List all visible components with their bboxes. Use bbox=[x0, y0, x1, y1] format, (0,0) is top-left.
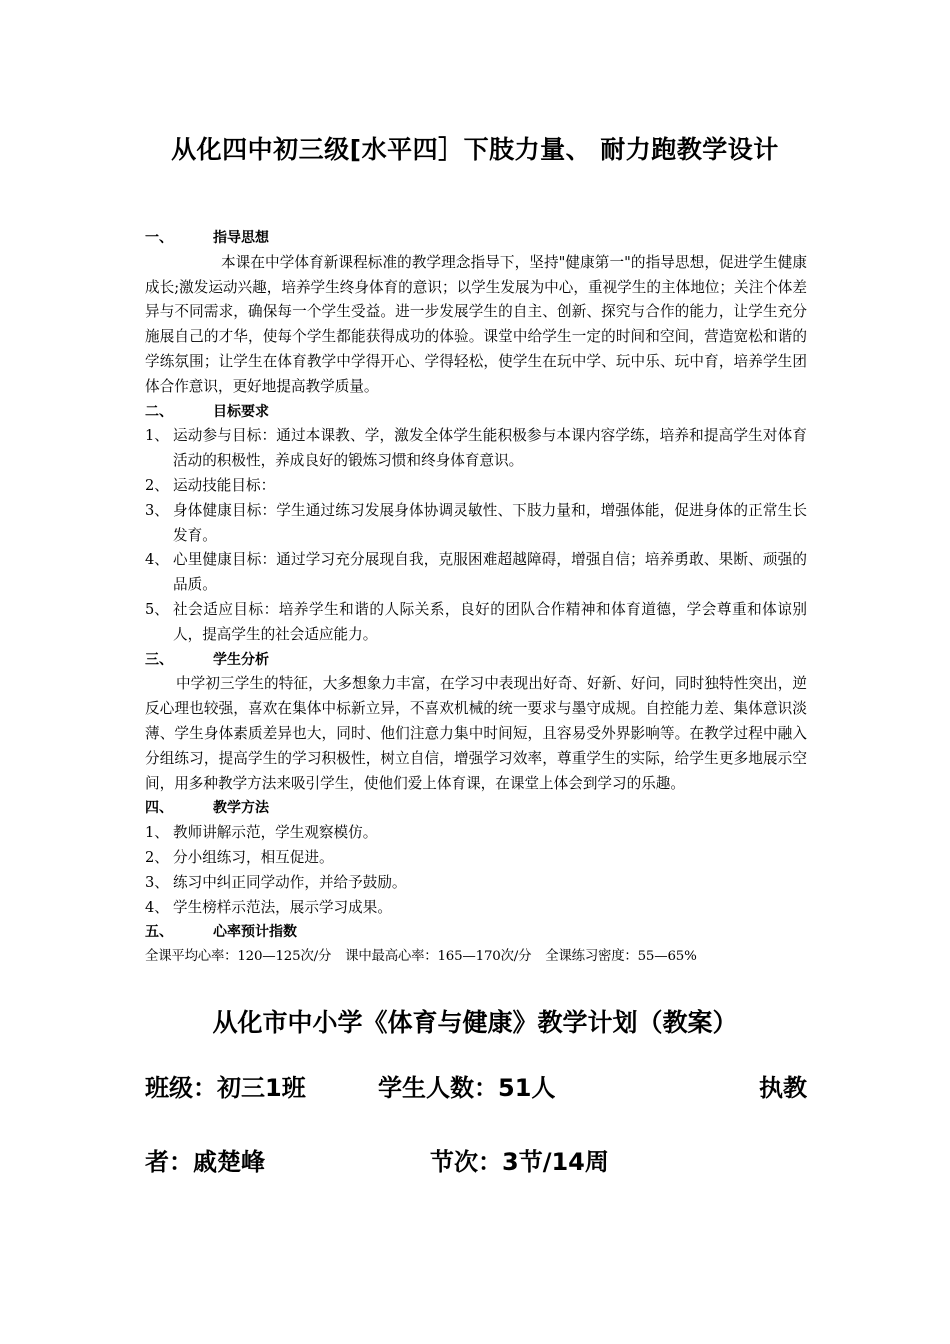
item-number: 1、 bbox=[145, 824, 169, 842]
page-title: 从化四中初三级[水平四］下肢力量、 耐力跑教学设计 bbox=[171, 135, 779, 164]
goal-item bbox=[145, 499, 807, 549]
item-text: 运动参与目标：通过本课教、学，激发全体学生能积极参与本课内容学练，培养和提高学生对体育活动的积极性，养成良好的锻炼习惯和终身体育意识。 bbox=[173, 427, 807, 470]
method-item bbox=[145, 846, 807, 871]
method-item bbox=[145, 871, 807, 896]
document-body bbox=[145, 226, 807, 970]
item-number: 5、 bbox=[145, 600, 169, 618]
item-text: 社会适应目标：培养学生和谐的人际关系，良好的团队合作精神和体育道德，学会尊重和体谅别人，提高学生的社会适应能力。 bbox=[173, 600, 807, 643]
student-count: 学生人数：51人 bbox=[378, 1074, 556, 1102]
section-number: 三、 bbox=[145, 651, 173, 668]
section-title: 学生分析 bbox=[213, 651, 269, 668]
item-text: 教师讲解示范，学生观察模仿。 bbox=[173, 824, 378, 842]
section-title: 教学方法 bbox=[213, 800, 269, 817]
item-number: 3、 bbox=[145, 873, 169, 891]
method-item bbox=[145, 821, 807, 846]
section-heading-teaching-methods bbox=[145, 796, 807, 821]
item-text: 运动技能目标： bbox=[173, 476, 276, 494]
method-item bbox=[145, 896, 807, 921]
lesson-schedule: 节次：3节/14周 bbox=[430, 1148, 609, 1176]
goal-item bbox=[145, 598, 807, 648]
class-label: 班级：初三1班 bbox=[145, 1074, 306, 1102]
item-number: 2、 bbox=[145, 476, 169, 494]
heart-rate-line bbox=[145, 945, 807, 970]
item-number: 1、 bbox=[145, 427, 169, 445]
item-number: 3、 bbox=[145, 501, 169, 519]
section-heading-goals bbox=[145, 400, 807, 425]
teacher-name: 者：戚楚峰 bbox=[145, 1148, 265, 1176]
lesson-plan-title: 从化市中小学《体育与健康》教学计划（教案） bbox=[212, 1008, 738, 1037]
item-text: 身体健康目标：学生通过练习发展身体协调灵敏性、下肢力量和，增强体能，促进身体的正常生长发育。 bbox=[173, 501, 807, 544]
item-text: 分小组练习，相互促进。 bbox=[173, 848, 334, 866]
max-heart-rate: 课中最高心率：165—170次/分 bbox=[345, 949, 532, 965]
section-title: 心率预计指数 bbox=[213, 924, 297, 941]
item-text: 学生榜样示范法，展示学习成果。 bbox=[173, 898, 392, 916]
item-text: 练习中纠正同学动作，并给予鼓励。 bbox=[173, 873, 407, 891]
guiding-ideology-paragraph: 本课在中学体育新课程标准的教学理念指导下，坚持"健康第一"的指导思想，促进学生健康成长;激发运动兴趣，培养学生终身体育的意识；以学生发展为中心，重视学生的主体地位；关注个体差异与不同需求，确保每一个学生受益。进一步发展学生的自主、创新、探究与合作的能力，让学生充分施展自己的才华，使每个学生都能获得成功的体验。课堂中给学生一定的时间和空间，营造宽松和谐的学练氛围；让学生在体育教学中学得开心、学得轻松，使学生在玩中学、玩中乐、玩中育，培养学生团体合作意识，更好地提高教学质量。 bbox=[145, 253, 807, 395]
goal-item bbox=[145, 474, 807, 499]
item-number: 2、 bbox=[145, 848, 169, 866]
section-heading-guiding-ideology bbox=[145, 226, 807, 251]
item-text: 心里健康目标：通过学习充分展现自我，克服困难超越障碍，增强自信；培养勇敢、果断、顽强的品质。 bbox=[173, 551, 807, 594]
section-heading-student-analysis bbox=[145, 648, 807, 673]
student-analysis-paragraph: 中学初三学生的特征，大多想象力丰富，在学习中表现出好奇、好新、好问，同时独特性突出，逆反心理也较强，喜欢在集体中标新立异，不喜欢机械的统一要求与墨守成规。自控能力差、集体意识淡薄、学生身体素质差异也大，同时、他们注意力集中时间短，且容易受外界影响等。在教学过程中融入分组练习，提高学生的学习积极性，树立自信，增强学习效率，尊重学生的实际，给学生更多地展示空间，用多种教学方法来吸引学生，使他们爱上体育课，在课堂上体会到学习的乐趣。 bbox=[145, 675, 807, 792]
item-number: 4、 bbox=[145, 551, 169, 569]
section-number: 五、 bbox=[145, 924, 173, 941]
section-number: 二、 bbox=[145, 403, 173, 420]
section-title: 目标要求 bbox=[213, 403, 269, 420]
item-number: 4、 bbox=[145, 898, 169, 916]
section-title: 指导思想 bbox=[213, 230, 269, 246]
teacher-label-start: 执教 bbox=[759, 1074, 807, 1102]
average-heart-rate: 全课平均心率：120—125次/分 bbox=[145, 949, 332, 965]
section-number: 四、 bbox=[145, 800, 173, 817]
goal-item bbox=[145, 548, 807, 598]
goal-item bbox=[145, 424, 807, 474]
section-heading-heart-rate bbox=[145, 920, 807, 945]
exercise-density: 全课练习密度：55—65% bbox=[545, 949, 697, 965]
section-number: 一、 bbox=[145, 230, 173, 246]
